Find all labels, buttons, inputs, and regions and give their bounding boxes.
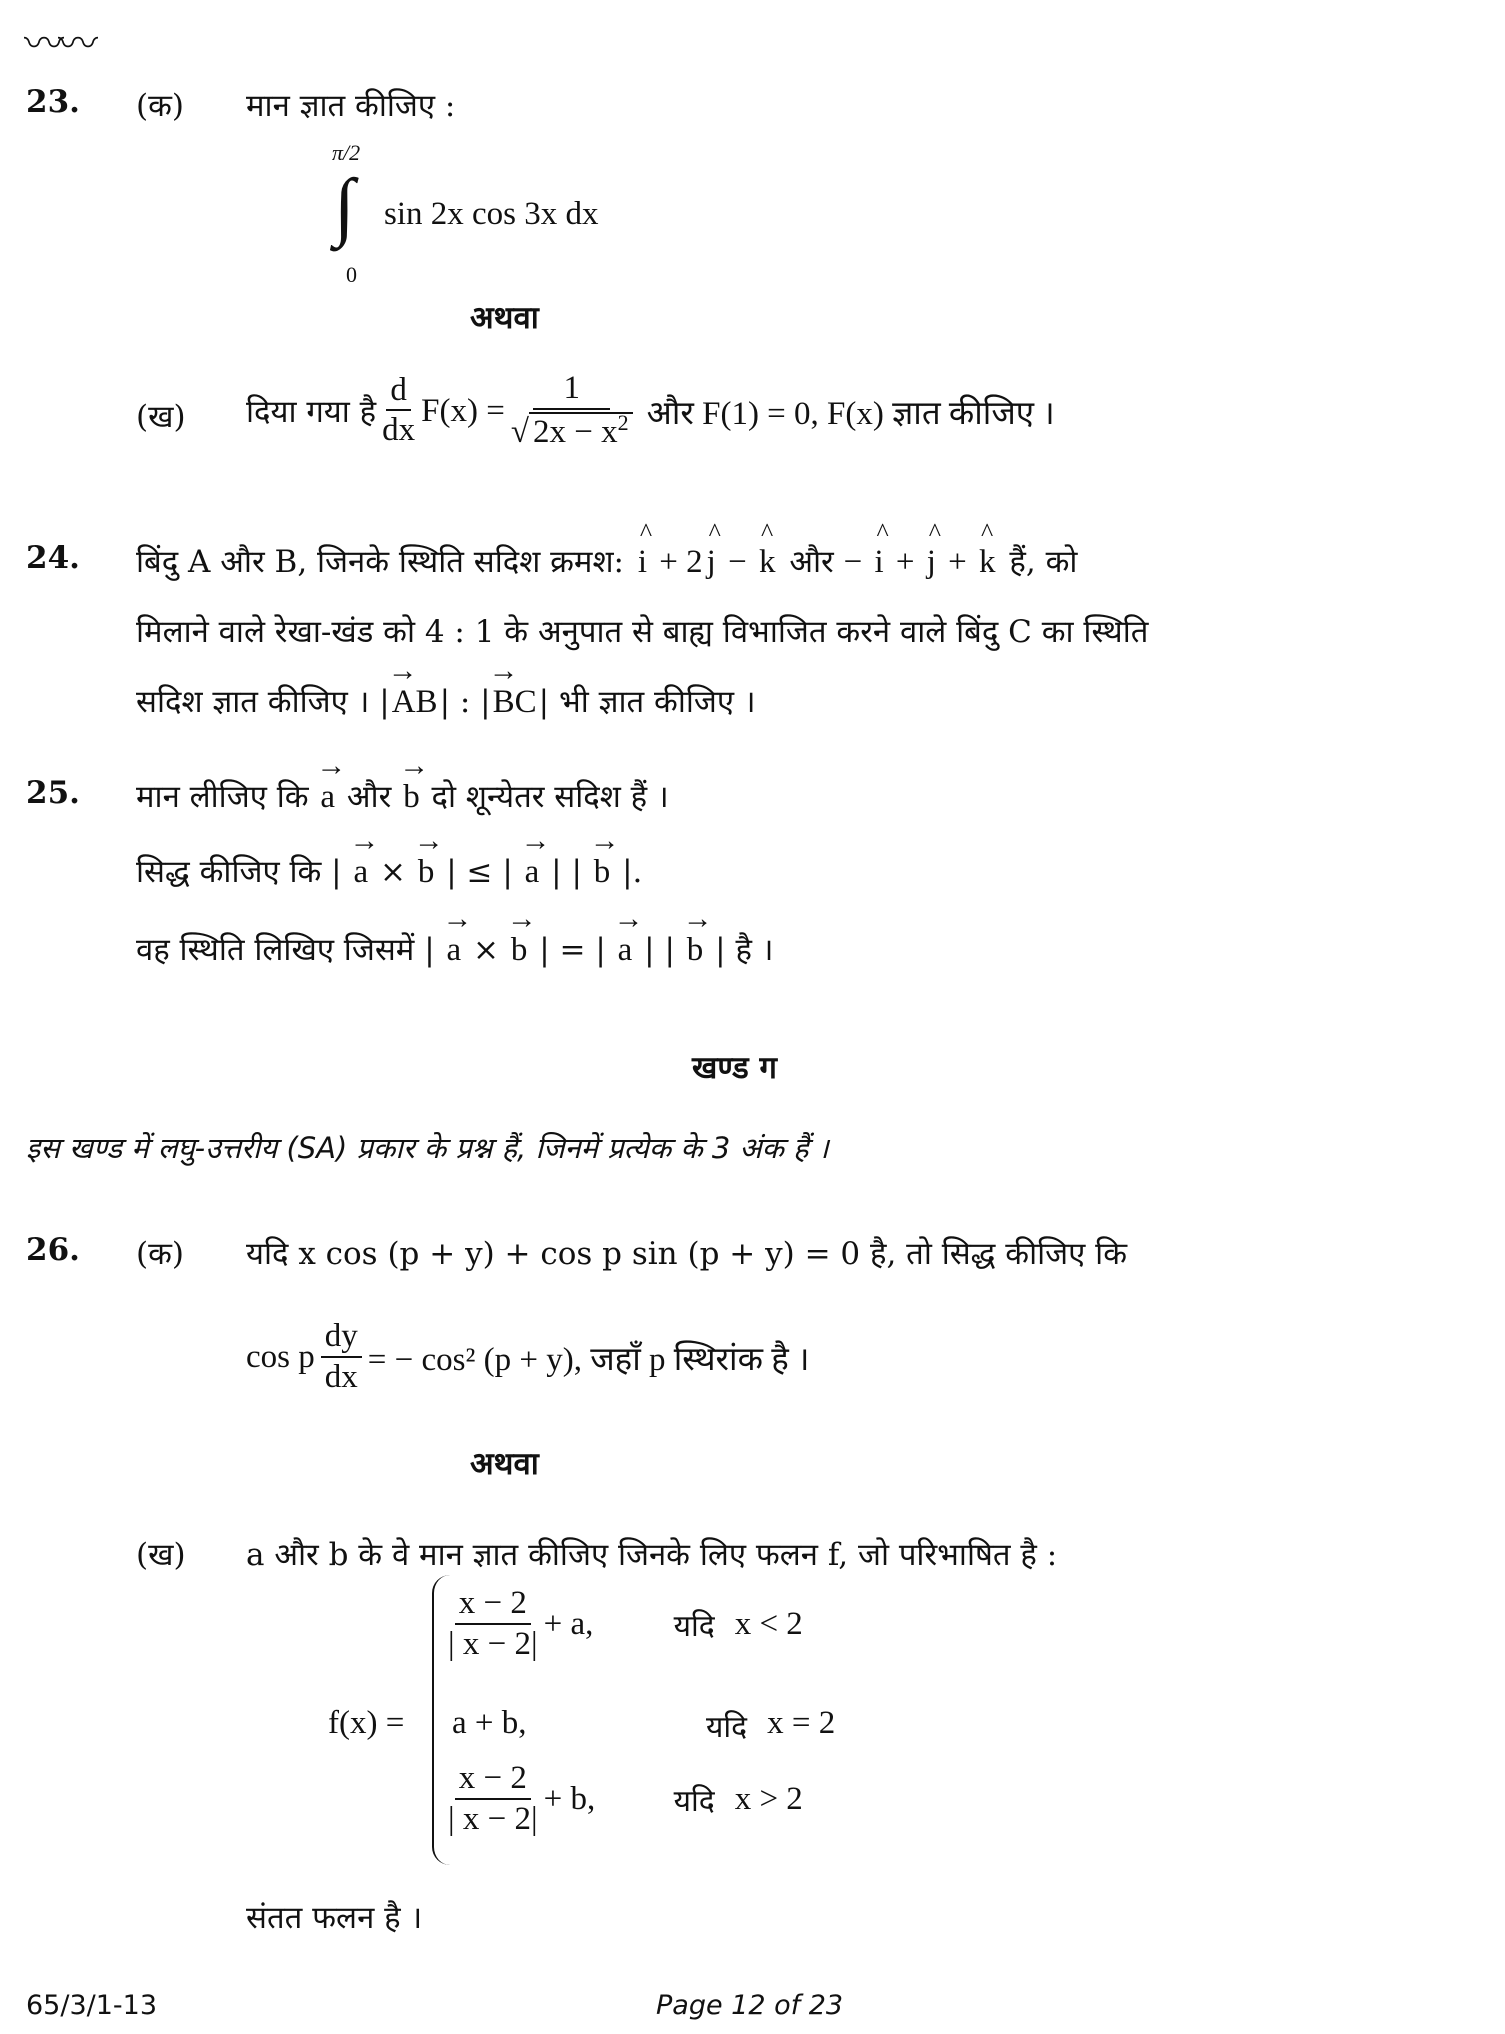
condition-text: और F(1) = 0, F(x) ज्ञात कीजिए । — [646, 395, 1055, 432]
part-label-a: (क) — [136, 88, 184, 124]
question-number-24: 24. — [26, 540, 80, 576]
question-text: यदि x cos (p + y) + cos p sin (p + y) = 0 है, तो सिद्ध कीजिए कि — [246, 1236, 1128, 1272]
part-label-b: (ख) — [136, 399, 186, 435]
vector-BC: → BC — [493, 684, 537, 721]
section-title: खण्ड ग — [692, 1050, 777, 1086]
numerator: d — [386, 372, 411, 412]
case-row: a + b, यदि x = 2 — [452, 1705, 836, 1745]
denominator: dx — [382, 412, 416, 449]
derivative-operator — [382, 372, 415, 452]
paper-code: 65/3/1-13 — [26, 1990, 158, 2021]
integrand: sin 2x cos 3x dx — [384, 196, 599, 232]
part-label-a: (क) — [136, 1236, 184, 1272]
or-divider: अथवा — [470, 300, 539, 336]
question-text: मिलाने वाले रेखा-खंड को 4 : 1 के अनुपात से बाह्य विभाजित करने वाले बिंदु C का स्थिति — [136, 614, 1149, 650]
page-number: Page 12 of 23 — [656, 1990, 844, 2021]
integral-upper-limit: π/2 — [332, 140, 361, 165]
case-row: $\frac{x - 2}{| x - 2|}$ + a, यदि x < 2 — [448, 1585, 803, 1662]
question-number-25: 25. — [26, 775, 80, 811]
denominator: √ $2x - x^2$ — [511, 410, 633, 453]
squiggle-decoration: 〰〰 — [24, 21, 92, 67]
question-text: मान ज्ञात कीजिए : — [246, 88, 456, 124]
question-text: वह स्थिति लिखिए जिसमें | → a × → b | = | → a | | → b | है । — [136, 928, 774, 970]
integral-lower-limit: 0 — [346, 262, 357, 287]
text-given: दिया गया है — [246, 394, 377, 431]
question-text: सदिश ज्ञात कीजिए । |→ AB| : |→ BC| भी ज्ञात कीजिए । — [136, 680, 756, 722]
question-text: मान लीजिए कि → a और → b दो शून्येतर सदिश हैं । — [136, 775, 669, 817]
vector-AB: → AB — [392, 684, 438, 721]
fraction — [511, 370, 633, 453]
or-divider: अथवा — [470, 1446, 539, 1482]
question-text: बिंदु A और B, जिनके स्थिति सदिश क्रमश: ^ i + 2^ j − ^ k और − ^ i + ^ j + ^ k हैं, को — [136, 540, 1077, 582]
function-name: f(x) = — [328, 1705, 405, 1741]
equation: cos p $\frac{dy}{dx}$ = − cos² (p + y), जहाँ p स्थिरांक है । — [246, 1318, 810, 1395]
function-expr: F(x) = — [421, 392, 505, 429]
section-note: इस खण्ड में लघु-उत्तरीय (SA) प्रकार के प्रश्न हैं, जिनमें प्रत्येक के 3 अंक हैं । — [26, 1131, 829, 1165]
question-number-23: 23. — [26, 84, 80, 120]
question-text: सिद्ध कीजिए कि | → a × → b | ≤ | → a | | → b |. — [136, 850, 642, 892]
numerator: 1 — [533, 370, 610, 410]
part-label-b: (ख) — [136, 1537, 186, 1573]
integral-sign: ∫ — [334, 164, 355, 248]
question-text: a और b के वे मान ज्ञात कीजिए जिनके लिए फलन f, जो परिभाषित है : — [246, 1537, 1058, 1573]
case-row: $\frac{x - 2}{| x - 2|}$ + b, यदि x > 2 — [448, 1760, 803, 1837]
question-text — [246, 370, 1055, 453]
question-number-26: 26. — [26, 1232, 80, 1268]
conclusion-text: संतत फलन है । — [246, 1900, 423, 1936]
